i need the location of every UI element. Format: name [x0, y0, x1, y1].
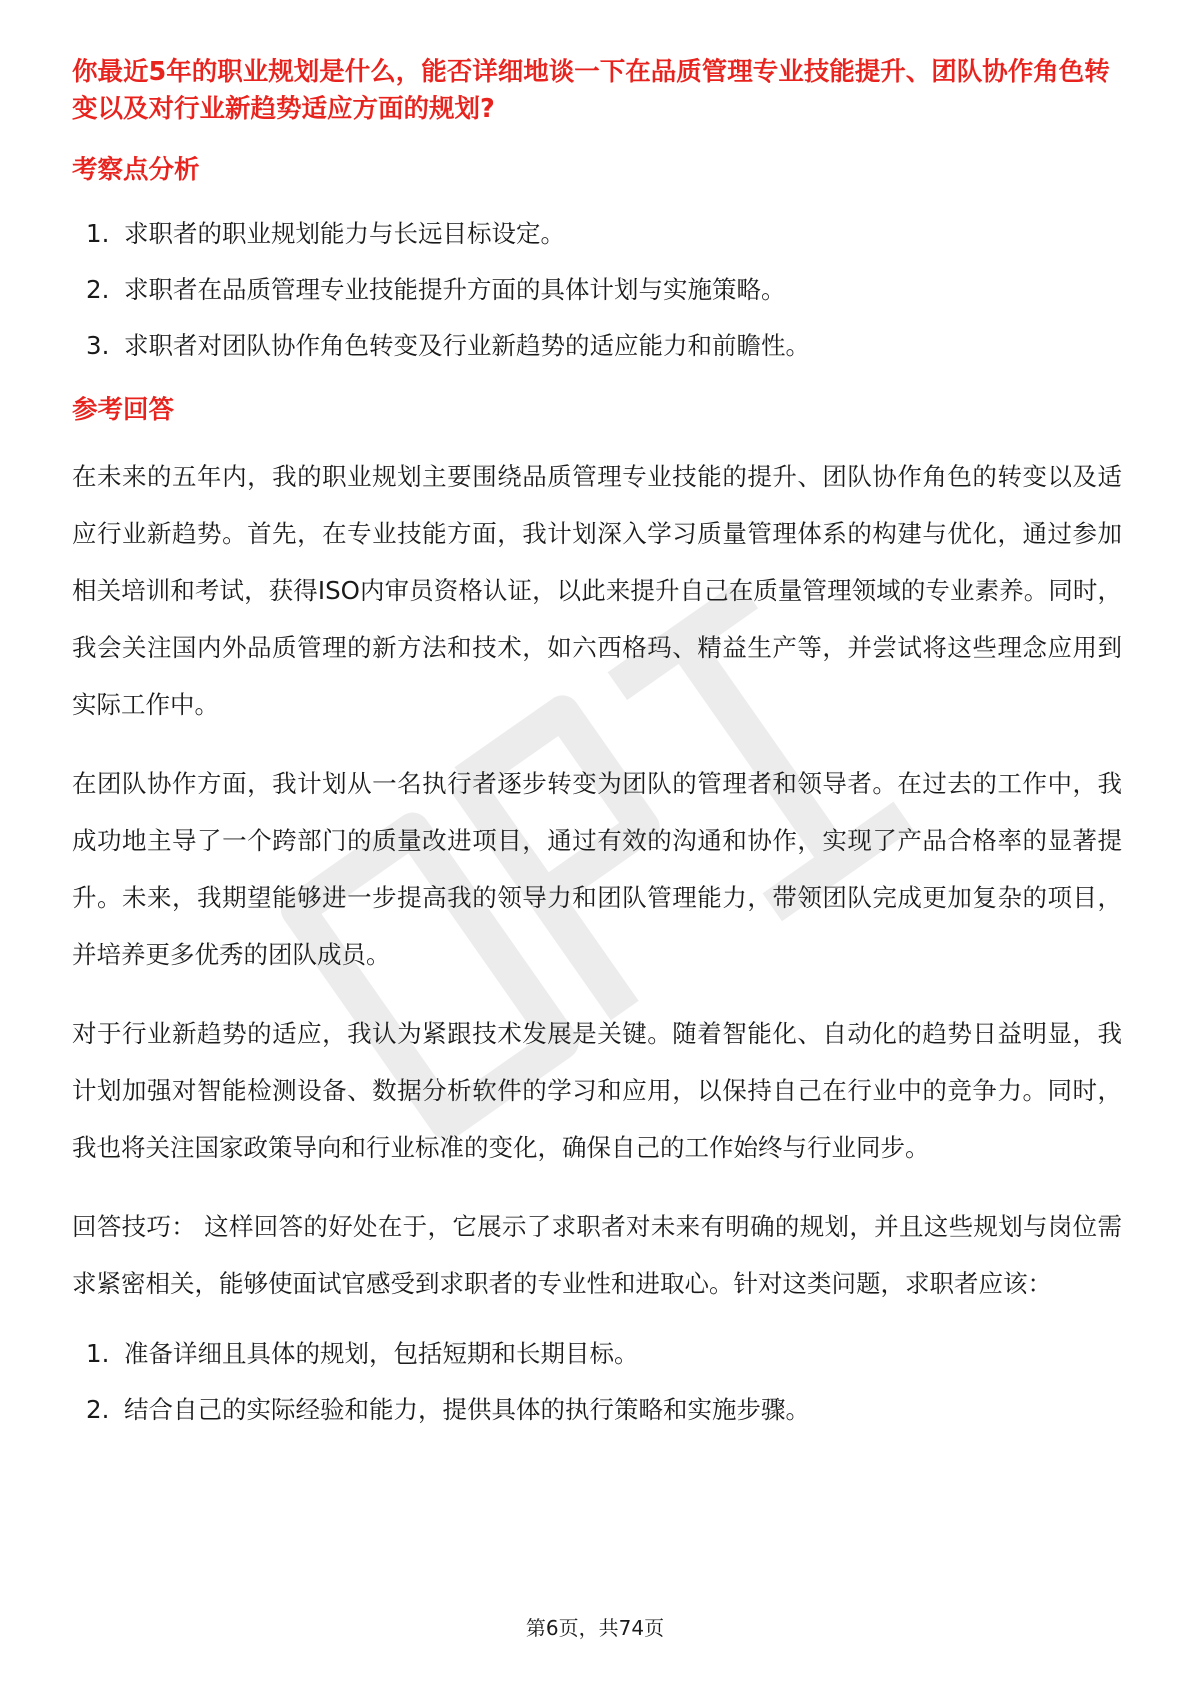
tips-list: [72, 1336, 1122, 1428]
analysis-list: [72, 216, 1122, 364]
list-item-text: 求职者在品质管理专业技能提升方面的具体计划与实施策略。: [124, 275, 786, 304]
list-item-number: 2.: [86, 275, 110, 304]
analysis-title: 考察点分析: [72, 155, 200, 185]
list-item: [72, 1392, 1122, 1428]
list-item-text: 结合自己的实际经验和能力，提供具体的执行策略和实施步骤。: [124, 1395, 810, 1424]
list-item: [72, 328, 1122, 364]
answer-paragraph: 在团队协作方面，我计划从一名执行者逐步转变为团队的管理者和领导者。在过去的工作中，我成功地主导了一个跨部门的质量改进项目，通过有效的沟通和协作，实现了产品合格率的显著提升。未来，我期望能够进一步提高我的领导力和团队管理能力，带领团队完成更加复杂的项目，并培养更多优秀的团队成员。: [72, 769, 1122, 969]
list-item-text: 求职者的职业规划能力与长远目标设定。: [124, 219, 565, 248]
list-item: [72, 216, 1122, 252]
list-item-number: 3.: [86, 331, 110, 360]
answer-tips-paragraph: 回答技巧： 这样回答的好处在于，它展示了求职者对未来有明确的规划，并且这些规划与岗位需求紧密相关，能够使面试官感受到求职者的专业性和进取心。针对这类问题，求职者应该：: [72, 1212, 1122, 1298]
page-footer: 第6页，共74页: [525, 1616, 665, 1640]
answer-paragraph: 对于行业新趋势的适应，我认为紧跟技术发展是关键。随着智能化、自动化的趋势日益明显，我计划加强对智能检测设备、数据分析软件的学习和应用，以保持自己在行业中的竞争力。同时，我也将关注国家政策导向和行业标准的变化，确保自己的工作始终与行业同步。: [72, 1019, 1122, 1162]
answer-title: 参考回答: [72, 395, 175, 425]
answer-paragraph: 在未来的五年内，我的职业规划主要围绕品质管理专业技能的提升、团队协作角色的转变以及适应行业新趋势。首先，在专业技能方面，我计划深入学习质量管理体系的构建与优化，通过参加相关培训和考试，获得ISO内审员资格认证，以此来提升自己在质量管理领域的专业素养。同时，我会关注国内外品质管理的新方法和技术，如六西格玛、精益生产等，并尝试将这些理念应用到实际工作中。: [72, 462, 1122, 719]
list-item-number: 1.: [86, 219, 110, 248]
list-item-text: 求职者对团队协作角色转变及行业新趋势的适应能力和前瞻性。: [124, 331, 810, 360]
list-item: [72, 1336, 1122, 1372]
page-content: [72, 54, 1122, 1448]
list-item-number: 2.: [86, 1395, 110, 1424]
list-item-number: 1.: [86, 1339, 110, 1368]
list-item: [72, 272, 1122, 308]
question-heading: 你最近5年的职业规划是什么，能否详细地谈一下在品质管理专业技能提升、团队协作角色转变以及对行业新趋势适应方面的规划?: [72, 57, 1110, 124]
list-item-text: 准备详细且具体的规划，包括短期和长期目标。: [124, 1339, 639, 1368]
